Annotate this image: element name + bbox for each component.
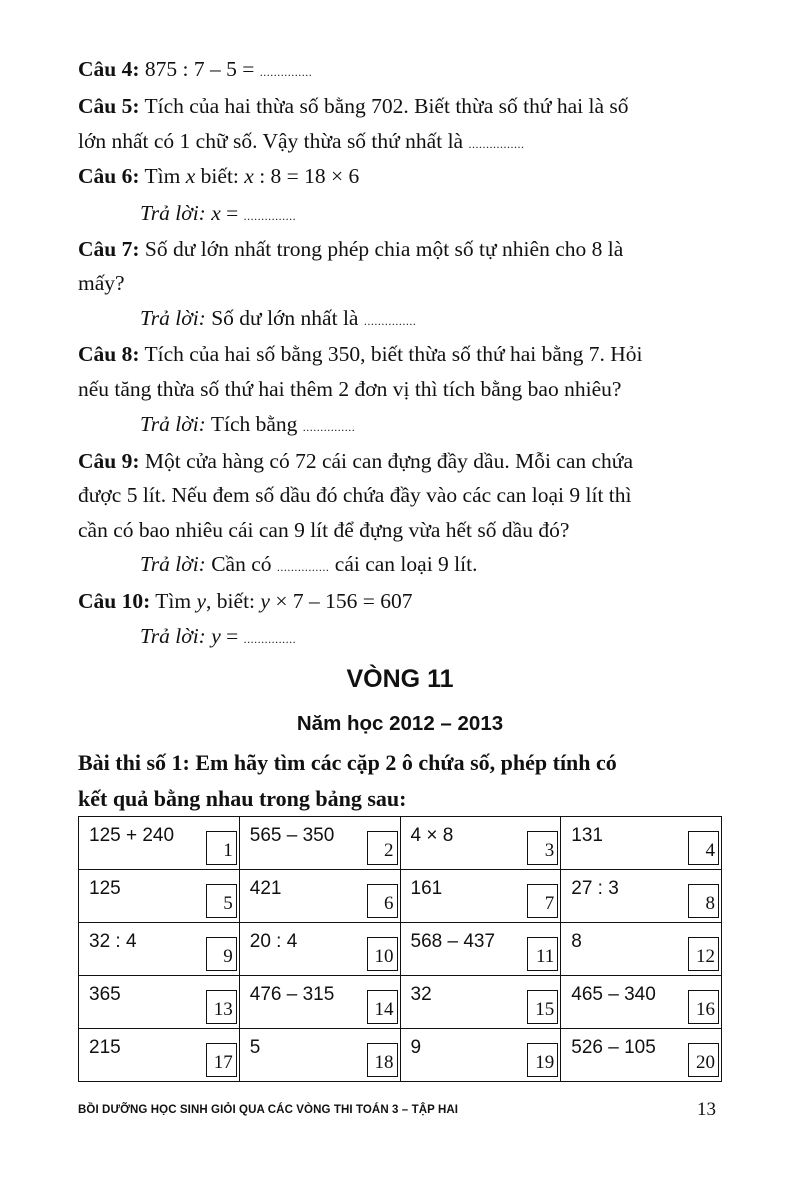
- question-text: , biết:: [206, 589, 261, 613]
- question-9: [78, 451, 633, 473]
- question-label: Câu 8:: [78, 342, 140, 366]
- grid-cell[interactable]: [561, 923, 722, 976]
- number-grid: [78, 816, 722, 1082]
- grid-row: [79, 817, 722, 870]
- cell-expression: 125: [89, 878, 121, 899]
- cell-number-box: 5: [206, 884, 237, 918]
- cell-number-box: 4: [688, 831, 719, 865]
- answer-text: =: [220, 201, 244, 225]
- cell-number-box: 11: [527, 937, 558, 971]
- question-text: 875 : 7 – 5 =: [144, 57, 260, 81]
- grid-cell[interactable]: [561, 870, 722, 923]
- grid-cell[interactable]: [239, 923, 400, 976]
- question-text: × 7 – 156 = 607: [269, 589, 413, 613]
- cell-number-box: 7: [527, 884, 558, 918]
- exercise-prompt-line2: kết quả bằng nhau trong bảng sau:: [78, 786, 407, 811]
- answer-text: =: [220, 624, 244, 648]
- cell-number-box: 3: [527, 831, 558, 865]
- question-8-answer: [140, 414, 355, 436]
- answer-text: Số dư lớn nhất là: [211, 306, 364, 330]
- math-var: y: [211, 624, 221, 648]
- question-text: lớn nhất có 1 chữ số. Vậy thừa số thứ nhất là: [78, 129, 469, 153]
- answer-text: Tích bằng: [210, 412, 303, 436]
- grid-cell[interactable]: [79, 976, 240, 1029]
- question-text: Tích của hai thừa số bằng 702. Biết thừa số thứ hai là số: [144, 94, 629, 118]
- answer-blank: ...............: [243, 632, 297, 646]
- question-text: Tìm: [155, 589, 197, 613]
- cell-expression: 568 – 437: [410, 931, 496, 952]
- school-year: Năm học 2012 – 2013: [296, 712, 504, 735]
- cell-expression: 465 – 340: [571, 984, 656, 1005]
- cell-number-box: 17: [206, 1043, 237, 1077]
- cell-expression: 131: [571, 825, 603, 846]
- question-text: Tìm: [144, 164, 186, 188]
- question-9-line2: [78, 485, 632, 507]
- cell-expression: 5: [249, 1037, 261, 1058]
- grid-cell[interactable]: [239, 817, 400, 870]
- grid-cell[interactable]: [400, 817, 561, 870]
- grid-cell[interactable]: [239, 976, 400, 1029]
- answer-label: Trả lời:: [140, 624, 206, 648]
- grid-cell[interactable]: [400, 923, 561, 976]
- grid-cell[interactable]: [561, 817, 722, 870]
- question-text: Tích của hai số bằng 350, biết thừa số thứ hai bằng 7. Hỏi: [144, 342, 643, 366]
- grid-cell[interactable]: [561, 976, 722, 1029]
- cell-expression: 125 + 240: [89, 825, 175, 846]
- cell-expression: 526 – 105: [571, 1037, 656, 1058]
- answer-label: Trả lời:: [140, 552, 206, 576]
- question-5: [78, 96, 629, 118]
- question-9-line3: [78, 520, 569, 542]
- question-10: [78, 591, 412, 613]
- cell-expression: 365: [89, 984, 121, 1005]
- grid-row: [79, 976, 722, 1029]
- cell-number-box: 6: [367, 884, 398, 918]
- cell-number-box: 16: [688, 990, 719, 1024]
- cell-number-box: 10: [367, 937, 398, 971]
- question-text: nếu tăng thừa số thứ hai thêm 2 đơn vị thì tích bằng bao nhiêu?: [78, 377, 622, 401]
- question-8: [78, 344, 643, 366]
- question-label: Câu 6:: [78, 164, 140, 188]
- answer-label: Trả lời:: [140, 412, 206, 436]
- question-text: Số dư lớn nhất trong phép chia một số tự nhiên cho 8 là: [144, 237, 624, 261]
- grid-cell[interactable]: [79, 870, 240, 923]
- cell-expression: 565 – 350: [249, 825, 335, 846]
- question-text: cần có bao nhiêu cái can 9 lít để đựng vừa hết số dầu đó?: [78, 518, 570, 542]
- cell-expression: 8: [571, 931, 582, 952]
- question-7: [78, 239, 623, 261]
- cell-expression: 32 : 4: [89, 931, 137, 952]
- grid-cell[interactable]: [79, 923, 240, 976]
- answer-blank: ...............: [243, 209, 297, 223]
- answer-blank: ................: [468, 137, 525, 151]
- answer-text: Cần có: [211, 552, 277, 576]
- grid-cell[interactable]: [400, 976, 561, 1029]
- cell-number-box: 9: [206, 937, 237, 971]
- grid-row: [79, 923, 722, 976]
- question-5-line2: [78, 131, 524, 153]
- question-4: [78, 59, 312, 81]
- cell-number-box: 1: [206, 831, 237, 865]
- answer-label: Trả lời:: [140, 201, 206, 225]
- question-label: Câu 4:: [78, 57, 140, 81]
- math-var: x: [211, 201, 221, 225]
- math-var: y: [260, 589, 270, 613]
- cell-expression: 476 – 315: [249, 984, 335, 1005]
- grid-cell[interactable]: [239, 1029, 400, 1082]
- grid-cell[interactable]: [239, 870, 400, 923]
- cell-expression: 32: [410, 984, 432, 1005]
- grid-cell[interactable]: [79, 817, 240, 870]
- question-label: Câu 7:: [78, 237, 140, 261]
- grid-cell[interactable]: [79, 1029, 240, 1082]
- cell-number-box: 20: [688, 1043, 719, 1077]
- grid-row: [79, 1029, 722, 1082]
- question-10-answer: [140, 626, 296, 648]
- cell-number-box: 19: [527, 1043, 558, 1077]
- question-7-answer: [140, 308, 416, 330]
- question-label: Câu 9:: [78, 449, 140, 473]
- answer-blank: ...............: [276, 560, 330, 574]
- page-number: 13: [697, 1099, 716, 1120]
- math-var: x: [244, 164, 254, 188]
- book-title-footer: BỒI DƯỠNG HỌC SINH GIỎI QUA CÁC VÒNG THI TOÁN 3 – TẬP HAI: [78, 1104, 459, 1116]
- grid-cell[interactable]: [561, 1029, 722, 1082]
- cell-expression: 161: [410, 878, 443, 899]
- question-6-answer: [140, 203, 296, 225]
- cell-number-box: 12: [688, 937, 719, 971]
- question-text: biết:: [195, 164, 245, 188]
- math-var: x: [185, 164, 196, 188]
- round-title: VÒNG 11: [346, 665, 454, 693]
- question-text: : 8 = 18 × 6: [253, 164, 360, 188]
- question-label: Câu 5:: [78, 94, 140, 118]
- cell-expression: 27 : 3: [571, 878, 619, 899]
- cell-expression: 20 : 4: [249, 931, 298, 952]
- exercise-prompt-line1: Bài thi số 1: Em hãy tìm các cặp 2 ô chứa số, phép tính có: [78, 750, 617, 775]
- grid-row: [79, 870, 722, 923]
- question-text: mấy?: [78, 271, 125, 295]
- cell-expression: 421: [249, 878, 282, 899]
- answer-blank: ...............: [259, 65, 313, 79]
- question-label: Câu 10:: [78, 589, 151, 613]
- question-7-line2: [78, 273, 125, 295]
- cell-number-box: 2: [367, 831, 398, 865]
- grid-cell[interactable]: [400, 1029, 561, 1082]
- cell-number-box: 18: [367, 1043, 398, 1077]
- answer-tail: cái can loại 9 lít.: [329, 552, 478, 576]
- question-text: Một cửa hàng có 72 cái can đựng đầy dầu. Mỗi can chứa: [144, 449, 633, 473]
- cell-number-box: 15: [527, 990, 558, 1024]
- answer-blank: ...............: [302, 420, 356, 434]
- grid-cell[interactable]: [400, 870, 561, 923]
- answer-blank: ...............: [363, 314, 417, 328]
- question-text: được 5 lít. Nếu đem số dầu đó chứa đầy vào các can loại 9 lít thì: [78, 483, 632, 507]
- question-8-line2: [78, 379, 621, 401]
- cell-expression: 9: [410, 1037, 422, 1058]
- answer-label: Trả lời:: [140, 306, 206, 330]
- cell-number-box: 13: [206, 990, 237, 1024]
- cell-expression: 215: [89, 1037, 121, 1058]
- cell-number-box: 8: [688, 884, 719, 918]
- question-6: [78, 166, 359, 188]
- math-var: y: [196, 589, 207, 613]
- question-9-answer: [140, 554, 477, 576]
- cell-number-box: 14: [367, 990, 398, 1024]
- cell-expression: 4 × 8: [410, 825, 454, 846]
